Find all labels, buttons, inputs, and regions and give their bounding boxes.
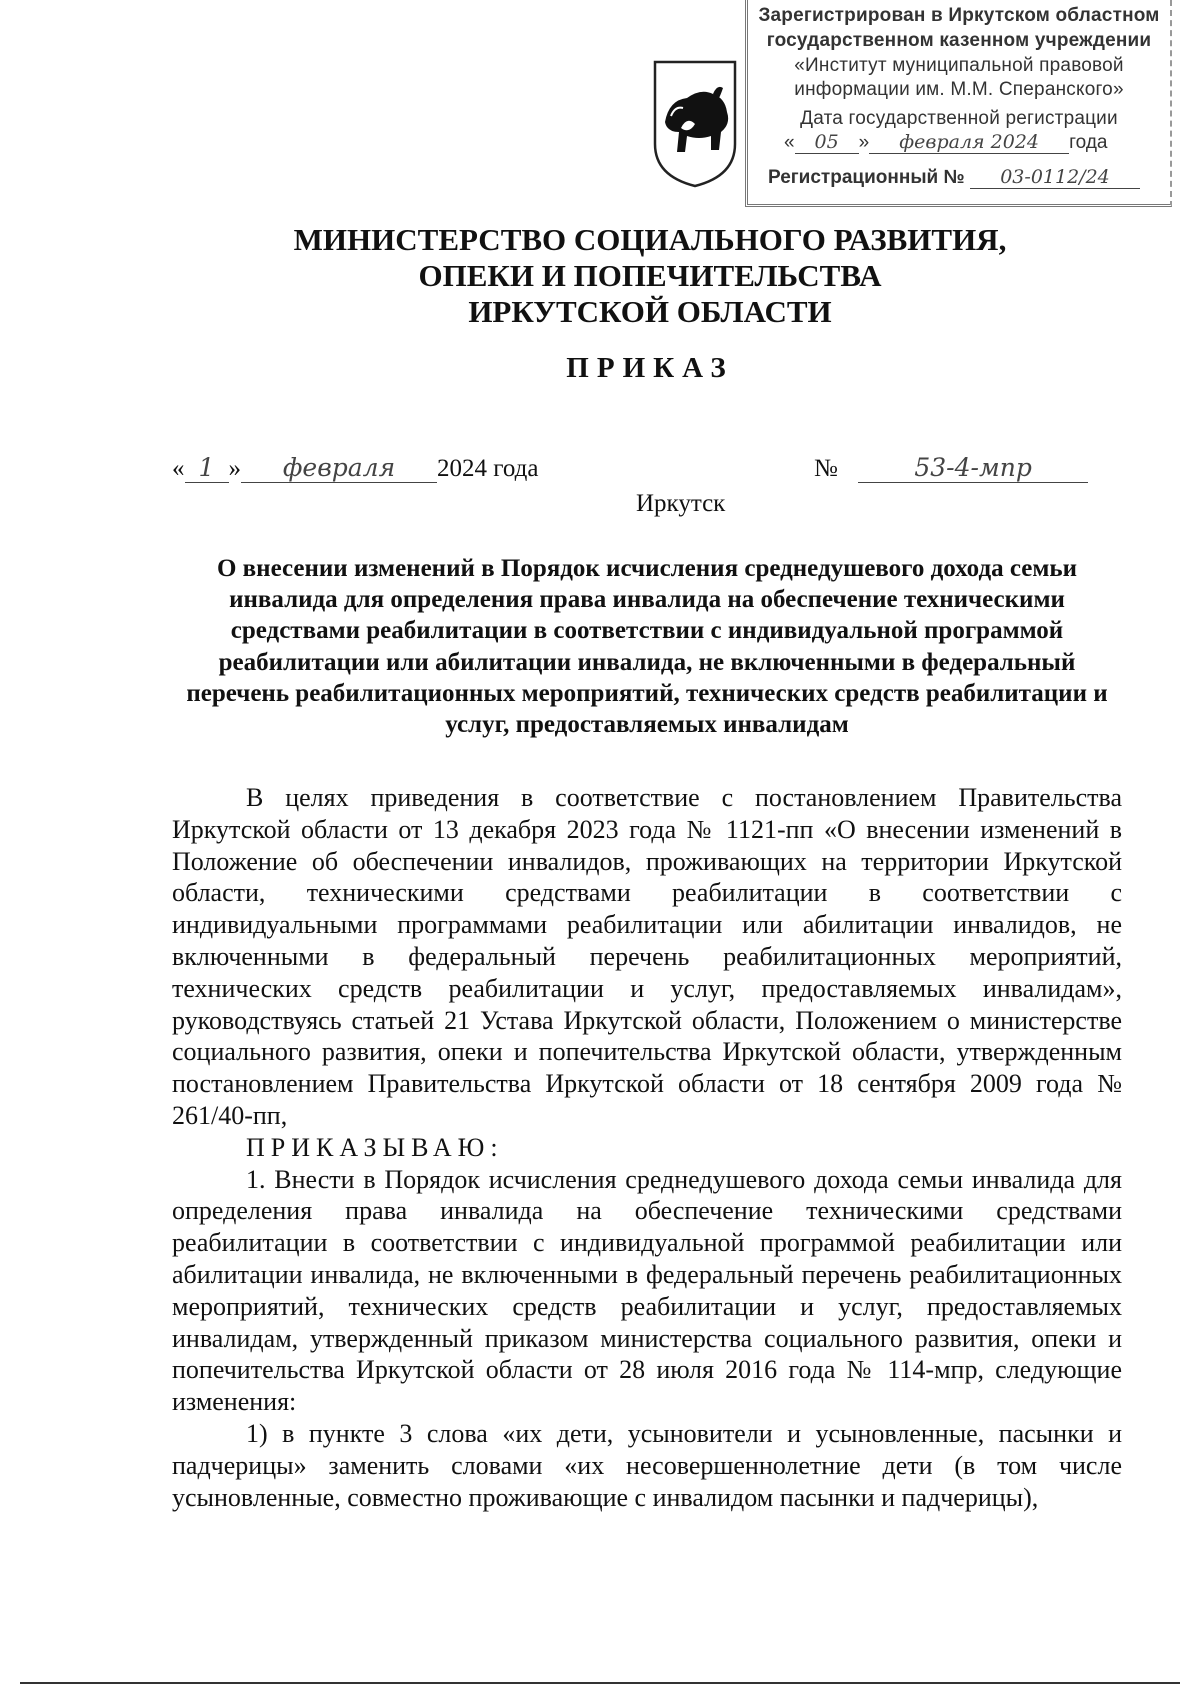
order-date-year: 2024 года <box>437 455 539 482</box>
ministry-name-line: ОПЕКИ И ПОПЕЧИТЕЛЬСТВА <box>418 258 882 293</box>
stamp-registration-number: Регистрационный № 03-0112/24 <box>768 166 1140 189</box>
order-number-value: 53-4-мпр <box>858 453 1088 483</box>
item-1-paragraph: 1. Внести в Порядок исчисления среднедушевого дохода семьи инвалида для определения права инвалида на обеспечение техническими средствами реабилитации в соответствии с индивидуальной программой реабилитации или абилитации инвалида, не включенными в федеральный перечень реабилитационных мероприятий, технических средств реабилитации и услуг, предоставляемых инвалидам, утвержденный приказом министерства социального развития, опеки и попечительства Иркутской области от 28 июля 2016 года № 114-мпр, следующие изменения: <box>172 1164 1122 1417</box>
page-bottom-rule <box>20 1682 1180 1684</box>
stamp-date-day: 05 <box>795 131 859 154</box>
coat-of-arms-icon <box>651 58 739 190</box>
document-body <box>172 782 1122 1513</box>
stamp-line: «Институт муниципальной правовой <box>794 55 1124 76</box>
stamp-line: государственном казенном учреждении <box>766 30 1152 51</box>
document-type: ПРИКАЗ <box>566 352 734 384</box>
preamble-paragraph: В целях приведения в соответствие с постановлением Правительства Иркутской области от 13 декабря 2023 года № 1121-пп «О внесении изменений в Положение об обеспечении инвалидов, проживающих на территории Иркутской области, техническими средствами реабилитации в соответствии с индивидуальными программами реабилитации или абилитации инвалидов, не включенными в федеральный перечень реабилитационных мероприятий, технических средств реабилитации и услуг, предоставляемых инвалидам», руководствуясь статьей 21 Устава Иркутской области, Положением о министерстве социального развития, опеки и попечительства Иркутской области, утвержденным постановлением Правительства Иркутской области от 18 сентября 2009 года № 261/40-пп, <box>172 783 1122 1130</box>
order-date: « 1 » февраля 2024 года <box>172 453 539 482</box>
order-number: № 53-4-мпр <box>814 453 1088 483</box>
registration-stamp <box>745 0 1172 207</box>
stamp-registration-date: « 05 » февраля 2024 года <box>784 131 1108 153</box>
city-name: Иркутск <box>636 490 726 517</box>
stamp-date-month-year: февраля 2024 <box>869 131 1069 154</box>
order-date-month: февраля <box>241 453 437 483</box>
ministry-name-line: МИНИСТЕРСТВО СОЦИАЛЬНОГО РАЗВИТИЯ, <box>293 222 1007 257</box>
stamp-reg-number-value: 03-0112/24 <box>970 166 1140 189</box>
stamp-line: Зарегистрирован в Иркутском областном <box>758 5 1160 26</box>
order-date-day: 1 <box>185 453 229 483</box>
stamp-line: информации им. М.М. Сперанского» <box>794 79 1124 100</box>
stamp-line: Дата государственной регистрации <box>800 108 1118 129</box>
order-word: ПРИКАЗЫВАЮ: <box>246 1132 504 1162</box>
item-1-1-paragraph: 1) в пункте 3 слова «их дети, усыновители и усыновленные, пасынки и падчерицы» заменить словами «их несовершеннолетние дети (в том числе усыновленные, совместно проживающие с инвалидом пасынки и падчерицы), <box>172 1418 1122 1512</box>
ministry-name-line: ИРКУТСКОЙ ОБЛАСТИ <box>468 294 832 329</box>
document-title: О внесении изменений в Порядок исчисления среднедушевого дохода семьи инвалида для определения права инвалида на обеспечение техническими средствами реабилитации в соответствии с индивидуальной программой реабилитации или абилитации инвалида, не включенными в федеральный перечень реабилитационных мероприятий, технических средств реабилитации и услуг, предоставляемых инвалидам <box>186 555 1108 739</box>
